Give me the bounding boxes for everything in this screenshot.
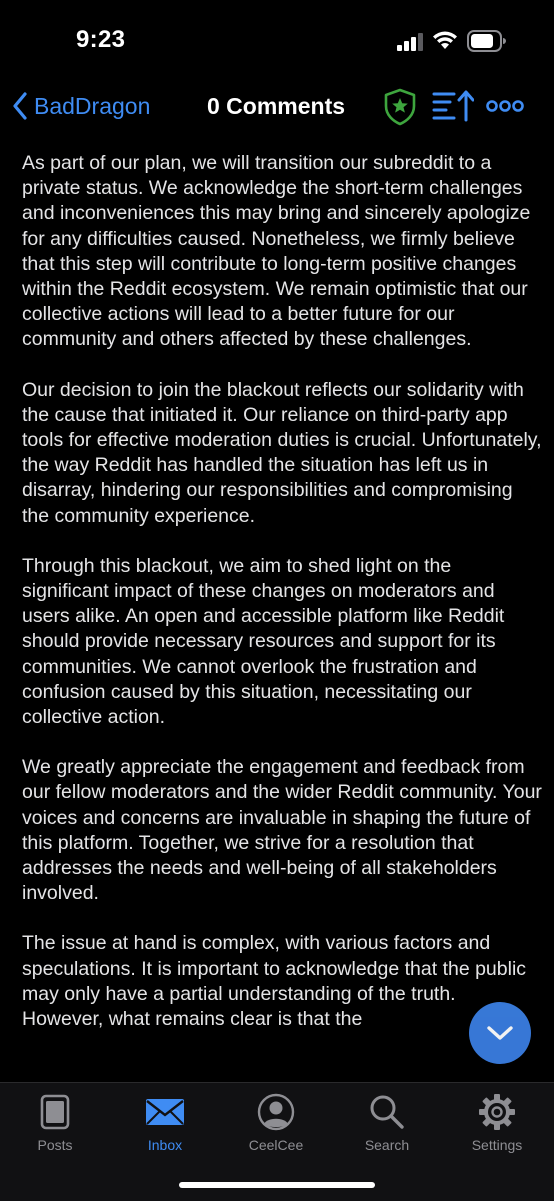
profile-icon	[257, 1093, 295, 1131]
back-button[interactable]	[12, 92, 150, 120]
tab-profile[interactable]	[226, 1091, 326, 1153]
wifi-icon	[432, 30, 458, 50]
posts-icon	[40, 1094, 70, 1130]
inbox-icon	[145, 1098, 185, 1126]
chevron-down-icon	[486, 1024, 514, 1042]
status-bar	[0, 0, 554, 80]
mod-shield-icon[interactable]	[383, 88, 417, 126]
tab-settings[interactable]	[447, 1091, 547, 1153]
tab-label: Search	[364, 1137, 410, 1153]
home-indicator[interactable]	[179, 1182, 375, 1188]
tab-label: CeelCee	[248, 1137, 304, 1153]
scroll-down-button[interactable]	[469, 1002, 531, 1064]
tab-search[interactable]	[337, 1091, 437, 1153]
signal-icon	[397, 33, 425, 51]
sort-icon[interactable]	[432, 89, 474, 123]
tab-inbox[interactable]	[115, 1091, 215, 1153]
post-body	[22, 151, 542, 1081]
search-icon	[369, 1094, 405, 1130]
tab-label: Settings	[471, 1137, 523, 1153]
tab-posts[interactable]	[5, 1091, 105, 1153]
page-title: 0 Comments	[207, 93, 346, 119]
post-paragraph: As part of our plan, we will transition our subreddit to a private status. We acknowledge the short-term challenges and inconveniences this may bring and sincerely apologize for any difficulties caused. Nonetheless, we firmly believe that this step will contribute to long-term positive changes within the Reddit ecosystem. We remain optimistic that our collective actions will lead to a better future for our community and others affected by these challenges.	[22, 152, 531, 351]
battery-icon	[467, 30, 507, 52]
more-icon[interactable]	[486, 98, 524, 114]
post-paragraph: We greatly appreciate the engagement and feedback from our fellow moderators and the wider Reddit community. Your voices and concerns are invaluable in shaping the future of this platform. Together, we strive for a resolution that addresses the needs and well-being of all stakeholders involved.	[22, 756, 542, 905]
chevron-left-icon	[12, 92, 28, 120]
post-paragraph: Through this blackout, we aim to shed light on the significant impact of these changes on moderators and users alike. An open and accessible platform like Reddit should provide necessary resources and support for its communities. We cannot overlook the frustration and confusion caused by this situation, necessitating our collective action.	[22, 554, 505, 729]
tab-label: Posts	[37, 1137, 73, 1153]
post-paragraph: The issue at hand is complex, with various factors and speculations. It is important to acknowledge that the public may only have a partial understanding of the truth. However, what remains clear is that the	[22, 932, 527, 1031]
post-paragraph: Our decision to join the blackout reflects our solidarity with the cause that initiated it. Our reliance on third-party app tools for effective moderation duties is crucial. Unfortunately, the way Reddit has handled the situation has left us in disarray, hindering our responsibilities and compromising the community experience.	[22, 378, 542, 527]
nav-bar	[0, 80, 554, 136]
back-label: BadDragon	[34, 92, 151, 119]
tab-label: Inbox	[147, 1137, 183, 1153]
status-time: 9:23	[76, 26, 126, 53]
gear-icon	[478, 1093, 516, 1131]
